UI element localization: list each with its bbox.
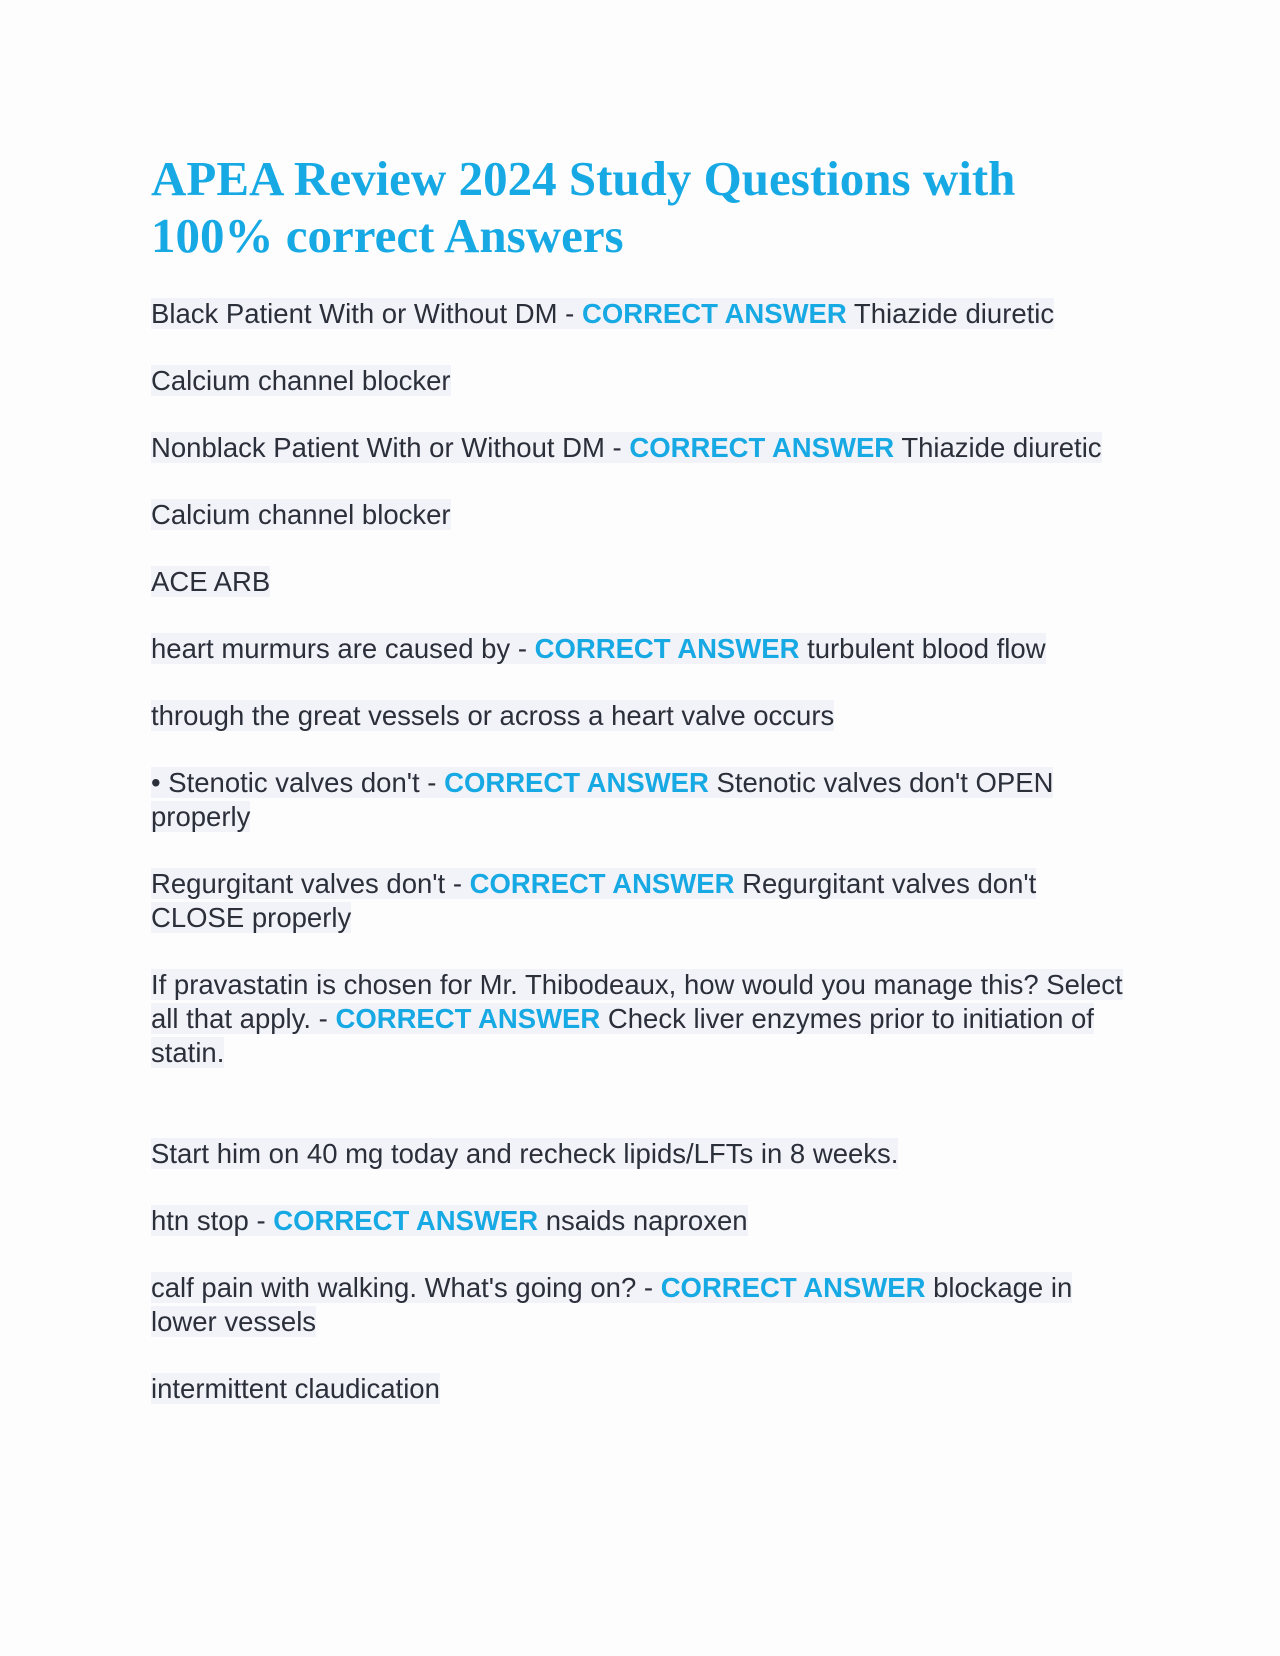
answer-text: turbulent blood flow [799,633,1046,664]
entry-text: through the great vessels or across a heart valve occurs [151,700,835,731]
text-entry [151,1372,1136,1406]
question-text: Nonblack Patient With or Without DM - [151,432,630,463]
entry-text: Start him on 40 mg today and recheck lipids/LFTs in 8 weeks. [151,1138,899,1169]
answer-text: Thiazide diuretic [846,298,1055,329]
question-text: Black Patient With or Without DM - [151,298,582,329]
question-text: calf pain with walking. What's going on? - [151,1272,661,1303]
answer-text: Stenotic valves don't OPEN properly [151,767,1054,832]
answer-text: Check liver enzymes prior to initiation of statin. [151,1003,1094,1068]
entry-text: intermittent claudication [151,1373,440,1404]
correct-answer-label: CORRECT ANSWER [534,633,800,664]
question-text: htn stop - [151,1205,274,1236]
correct-answer-label: CORRECT ANSWER [335,1003,601,1034]
text-entry [151,565,1136,599]
correct-answer-label: CORRECT ANSWER [469,868,735,899]
qa-entry [151,632,1136,666]
answer-text: Regurgitant valves don't CLOSE properly [151,868,1037,933]
text-entry [151,699,1136,733]
correct-answer-label: CORRECT ANSWER [629,432,895,463]
answer-text: blockage in lower vessels [151,1272,1073,1337]
answer-text: nsaids naproxen [538,1205,748,1236]
answer-text: Thiazide diuretic [894,432,1102,463]
text-entry [151,364,1136,398]
qa-entry [151,1271,1136,1339]
question-text: Regurgitant valves don't - [151,868,470,899]
entry-text: Calcium channel blocker [151,365,451,396]
question-text: If pravastatin is chosen for Mr. Thibodeaux, how would you manage this? Select all that apply. - [151,969,1123,1034]
correct-answer-label: CORRECT ANSWER [444,767,709,798]
text-entry [151,1137,1136,1171]
qa-entry [151,867,1136,935]
question-text: • Stenotic valves don't - [151,767,445,798]
qa-entry [151,968,1136,1070]
qa-entry [151,431,1136,465]
qa-entry [151,766,1136,834]
correct-answer-label: CORRECT ANSWER [273,1205,539,1236]
document-title: APEA Review 2024 Study Questions with 100% correct Answers [151,151,1016,263]
entry-text: ACE ARB [151,566,271,597]
entry-text: Calcium channel blocker [151,499,451,530]
qa-entry [151,297,1136,331]
correct-answer-label: CORRECT ANSWER [660,1272,926,1303]
question-text: heart murmurs are caused by - [151,633,535,664]
correct-answer-label: CORRECT ANSWER [581,298,847,329]
text-entry [151,498,1136,532]
document-content [151,150,1136,1439]
qa-entry [151,1204,1136,1238]
